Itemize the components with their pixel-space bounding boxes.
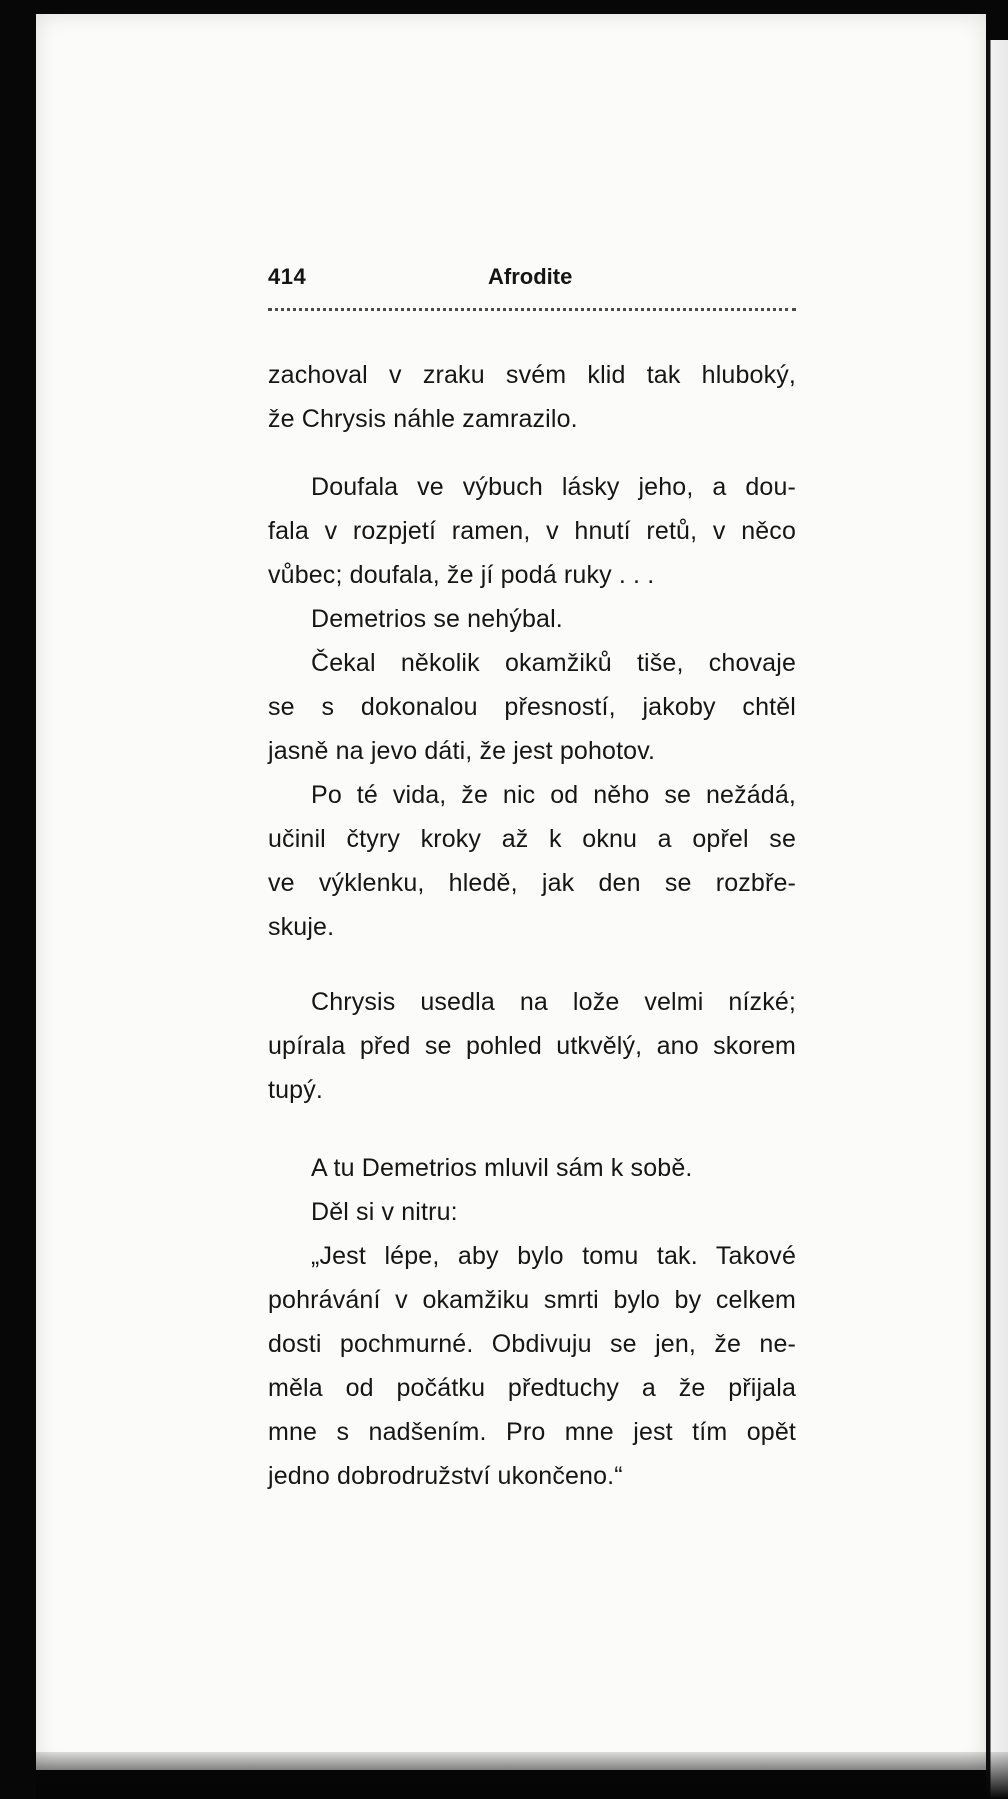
text-line-17: A tu Demetrios mluvil sám k sobě. (311, 1154, 693, 1182)
text-line-9: jasně na jevo dáti, že jest pohotov. (268, 737, 656, 765)
text-line-10: Po té vida, že nic od něho se nežádá, (311, 781, 796, 809)
page-header (268, 264, 796, 298)
text-line-20: pohrávání v okamžiku smrti bylo by celkem (268, 1286, 796, 1314)
paragraph-gap (268, 1112, 796, 1146)
text-line-2: že Chrysis náhle zamrazilo. (268, 405, 578, 433)
text-line-8: se s dokonalou přesností, jakoby chtěl (268, 693, 796, 721)
text-line-23: mne s nadšením. Pro mne jest tím opět (268, 1418, 796, 1446)
text-line-16: tupý. (268, 1076, 323, 1104)
body-text (268, 353, 796, 1498)
bottom-scan-shadow (36, 1752, 1008, 1799)
text-line-7: Čekal několik okamžiků tiše, chovaje (311, 649, 796, 677)
adjacent-page-edge (986, 40, 1008, 1799)
text-line-14: Chrysis usedla na lože velmi nízké; (311, 988, 796, 1016)
text-line-24: jedno dobrodružství ukončeno.“ (268, 1462, 623, 1490)
text-line-22: měla od počátku předtuchy a že přijala (268, 1374, 796, 1402)
text-line-13: skuje. (268, 913, 335, 941)
text-line-21: dosti pochmurné. Obdivuju se jen, že ne- (268, 1330, 796, 1358)
header-dotted-rule (268, 308, 796, 311)
paragraph-gap (268, 949, 796, 980)
running-title: Afrodite (488, 264, 573, 289)
text-line-5: vůbec; doufala, že jí podá ruky . . . (268, 561, 655, 589)
paragraph-gap (268, 441, 796, 465)
text-line-6: Demetrios se nehýbal. (311, 605, 563, 633)
text-line-11: učinil čtyry kroky až k oknu a opřel se (268, 825, 796, 853)
text-line-3: Doufala ve výbuch lásky jeho, a dou- (311, 473, 796, 501)
text-line-19: „Jest lépe, aby bylo tomu tak. Takové (311, 1242, 796, 1270)
text-line-4: fala v rozpjetí ramen, v hnutí retů, v něco (268, 517, 796, 545)
text-line-12: ve výklenku, hledě, jak den se rozbře- (268, 869, 796, 897)
page-number: 414 (268, 264, 307, 289)
text-line-15: upírala před se pohled utkvělý, ano skorem (268, 1032, 796, 1060)
text-line-1: zachoval v zraku svém klid tak hluboký, (268, 361, 796, 389)
text-line-18: Děl si v nitru: (311, 1198, 458, 1226)
